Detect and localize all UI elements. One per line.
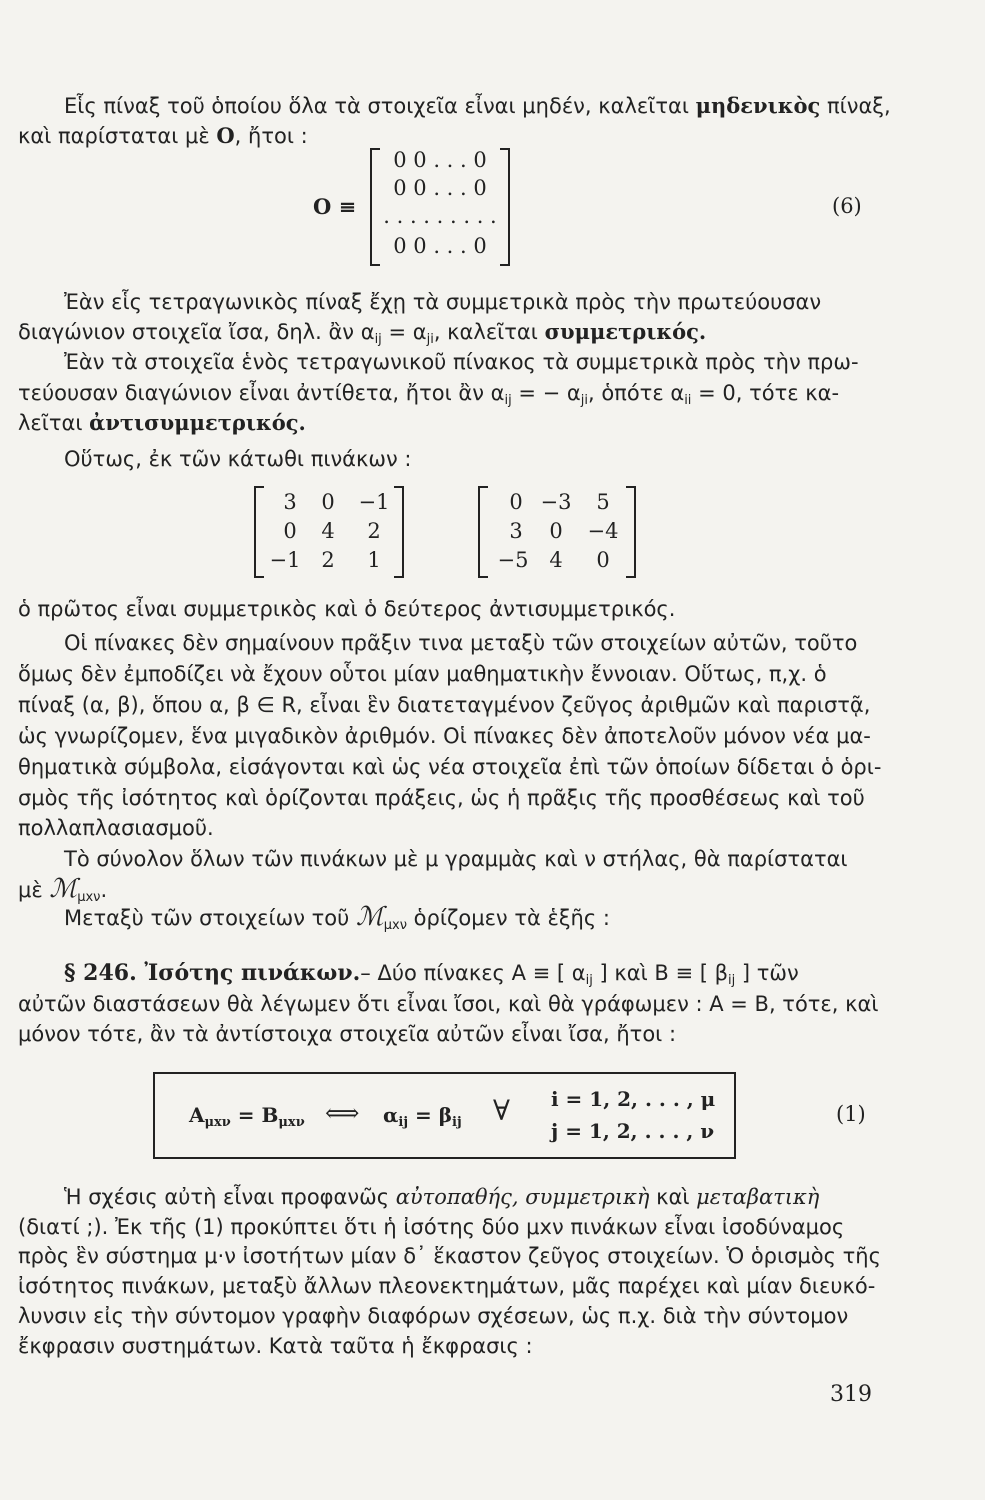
subscript: ij [585,973,593,988]
matrix-cell: 2 [367,519,381,543]
text-span: λεῖται [18,411,90,435]
bold-term: συμμετρικός. [544,319,707,344]
text-line: ὡς γνωρίζομεν, ἕνα μιγαδικὸν ἀριθμόν. Οἱ πίνακες δὲν ἀποτελοῦν μόνον νέα μα- [18,724,871,748]
text-line: Ἐὰν εἷς τετραγωνικὸς πίναξ ἔχῃ τὰ συμμετρικὰ πρὸς τὴν πρωτεύουσαν [64,290,822,314]
matrix-cell: 3 [509,519,523,543]
text-line [64,1184,819,1210]
text-line [18,876,107,903]
matrix-cell: −3 [540,490,572,514]
zero-matrix-row: 0 0 . . . 0 [393,234,487,258]
bold-term: ἀντισυμμετρικός. [89,410,306,435]
text-line: πρὸς ἓν σύστημα μ·ν ἰσοτήτων μίαν δ᾽ ἕκαστον ζεῦγος στοιχείων. Ὁ ὁρισμὸς τῆς [18,1244,881,1268]
subscript: μxν [278,1115,305,1130]
matrix-cell: 0 [321,490,335,514]
matrix-cell: 4 [321,519,335,543]
matrix-cell: 1 [367,548,381,572]
zero-matrix-row: . . . . . . . . . [383,204,497,228]
subscript: ij [728,973,736,988]
text-line [64,904,610,931]
text-line: μόνον τότε, ἂν τὰ ἀντίστοιχα στοιχεῖα αὐτῶν εἶναι ἴσα, ἤτοι : [18,1022,677,1046]
equation-number: (6) [832,194,862,218]
zero-matrix [370,148,510,266]
text-span: διαγώνιον στοιχεῖα ἴσα, δηλ. ἂν α [18,320,375,344]
zero-matrix-lhs: O ≡ [313,194,357,219]
text-line: πίναξ (α, β), ὅπου α, β ∈ R, εἶναι ἓν διατεταγμένον ζεῦγος ἀριθμῶν καὶ παριστᾷ, [18,693,871,717]
text-span: Μεταξὺ τῶν στοιχείων τοῦ [64,906,356,930]
antisymmetric-matrix [478,486,636,578]
subscript: ij [504,393,512,408]
italic-term: μεταβατικὴ [696,1185,820,1209]
symmetric-matrix [254,486,404,578]
text-span: μὲ [18,878,50,902]
text-span: , καλεῖται [433,320,545,344]
text-line [18,123,308,149]
text-line: ἰσότητος πινάκων, μεταξὺ ἄλλων πλεονεκτημάτων, μᾶς παρέχει καὶ μίαν διευκό- [18,1274,876,1298]
text-span: – Δύο πίνακες A ≡ [ α [360,961,586,985]
matrix-cell: 3 [283,490,297,514]
text-span: Εἷς πίναξ τοῦ ὁποίου ὅλα τὰ στοιχεῖα εἶναι μηδέν, καλεῖται [64,94,696,118]
text-span: α [383,1103,399,1127]
matrix-cell: 4 [549,548,563,572]
text-line: πολλαπλασιασμοῦ. [18,816,214,840]
text-span: = B [230,1103,279,1127]
text-span: = 0, τότε κα- [691,381,840,405]
matrix-cell: 5 [596,490,610,514]
section-heading: § 246. Ἰσότης πινάκων. [64,960,361,986]
matrix-cell: −4 [587,519,619,543]
text-span: . [100,878,108,902]
text-span: = α [381,320,427,344]
equation-number: (1) [836,1102,866,1126]
matrix-cell: 0 [509,490,523,514]
text-line [18,380,839,406]
subscript: ij [452,1115,462,1130]
text-span: ] καὶ B ≡ [ β [592,961,728,985]
boxed-equation [153,1072,736,1159]
subscript: μxν [77,890,101,905]
subscript: ji [426,332,434,347]
subscript: μxν [383,918,407,933]
matrix-cell: 0 [596,548,610,572]
text-line: θηματικὰ σύμβολα, εἰσάγονται καὶ ὡς νέα στοιχεῖα ἐπὶ τῶν ὁποίων δίδεται ὁ ὁρι- [18,755,882,779]
text-span: , ἤτοι : [234,124,308,148]
text-span: καὶ [649,1185,697,1209]
equation-rel [383,1102,462,1128]
page-number: 319 [830,1382,872,1407]
text-line: Οἱ πίνακες δὲν σημαίνουν πρᾶξιν τινα μεταξὺ τῶν στοιχείων αὐτῶν, τοῦτο [64,631,858,655]
section-heading-line [64,960,799,986]
forall-symbol: ∀ [493,1094,510,1127]
text-line: σμὸς τῆς ἰσότητος καὶ ὁρίζονται πράξεις, ὡς ἡ πρᾶξις τῆς προσθέσεως καὶ τοῦ [18,786,865,810]
text-span: πίναξ, [820,94,891,118]
index-j-range: j = 1, 2, . . . , ν [551,1119,715,1143]
text-line: λυνσιν εἰς τὴν σύντομον γραφὴν διαφόρων σχέσεων, ὡς π.χ. διὰ τὴν σύντομον [18,1304,849,1328]
text-line: Τὸ σύνολον ὅλων τῶν πινάκων μὲ μ γραμμὰς καὶ ν στήλας, θὰ παρίσταται [64,847,848,871]
script-m-symbol: ℳ [49,874,78,904]
italic-term: αὐτοπαθής, συμμετρικὴ [395,1185,650,1209]
text-line: ἔκφρασιν συστημάτων. Κατὰ ταῦτα ἡ ἔκφρασις : [18,1334,533,1358]
subscript: ij [374,332,382,347]
subscript: ij [398,1115,409,1130]
text-line: Ἐὰν τὰ στοιχεῖα ἑνὸς τετραγωνικοῦ πίνακος τὰ συμμετρικὰ πρὸς τὴν πρω- [64,350,859,374]
text-line: ὁ πρῶτος εἶναι συμμετρικὸς καὶ ὁ δεύτερος ἀντισυμμετρικός. [18,597,676,621]
bold-term: μηδενικὸς [695,93,821,118]
subscript: ji [580,393,588,408]
text-span: , ὁπότε α [587,381,685,405]
text-line [18,319,706,345]
text-line: (διατί ;). Ἐκ τῆς (1) προκύπτει ὅτι ἡ ἰσότης δύο μxν πινάκων εἶναι ἰσοδύναμος [18,1215,845,1239]
iff-arrow: ⟺ [325,1099,360,1127]
text-span: = β [408,1103,453,1127]
bold-term: O [216,123,235,148]
text-line: αὐτῶν διαστάσεων θὰ λέγωμεν ὅτι εἶναι ἴσοι, καὶ θὰ γράφωμεν : A = B, τότε, καὶ [18,992,879,1016]
text-line [64,93,891,119]
text-span: ὁρίζομεν τὰ ἑξῆς : [406,906,610,930]
subscript: μxν [204,1115,231,1130]
text-span: καὶ παρίσταται μὲ [18,124,217,148]
matrix-cell: 0 [549,519,563,543]
matrix-cell: 2 [321,548,335,572]
text-span: Ἡ σχέσις αὐτὴ εἶναι προφανῶς [64,1185,396,1209]
text-line: Οὕτως, ἐκ τῶν κάτωθι πινάκων : [64,447,412,471]
text-span: ] τῶν [735,961,799,985]
script-m-symbol: ℳ [355,902,384,932]
text-line: ὅμως δὲν ἐμποδίζει νὰ ἔχουν οὗτοι μίαν μαθηματικὴν ἔννοιαν. Οὕτως, π,χ. ὁ [18,662,827,686]
equation-lhs [189,1102,305,1128]
matrix-cell: −1 [269,548,301,572]
subscript: ii [684,393,692,408]
index-i-range: i = 1, 2, . . . , μ [551,1087,716,1111]
matrix-cell: 0 [283,519,297,543]
zero-matrix-row: 0 0 . . . 0 [393,148,487,172]
matrix-cell: −5 [497,548,529,572]
zero-matrix-row: 0 0 . . . 0 [393,176,487,200]
text-span: A [189,1103,205,1127]
matrix-cell: −1 [358,490,390,514]
text-span: = − α [511,381,581,405]
text-span: τεύουσαν διαγώνιον εἶναι ἀντίθετα, ἤτοι ἂν α [18,381,505,405]
text-line [18,410,306,436]
